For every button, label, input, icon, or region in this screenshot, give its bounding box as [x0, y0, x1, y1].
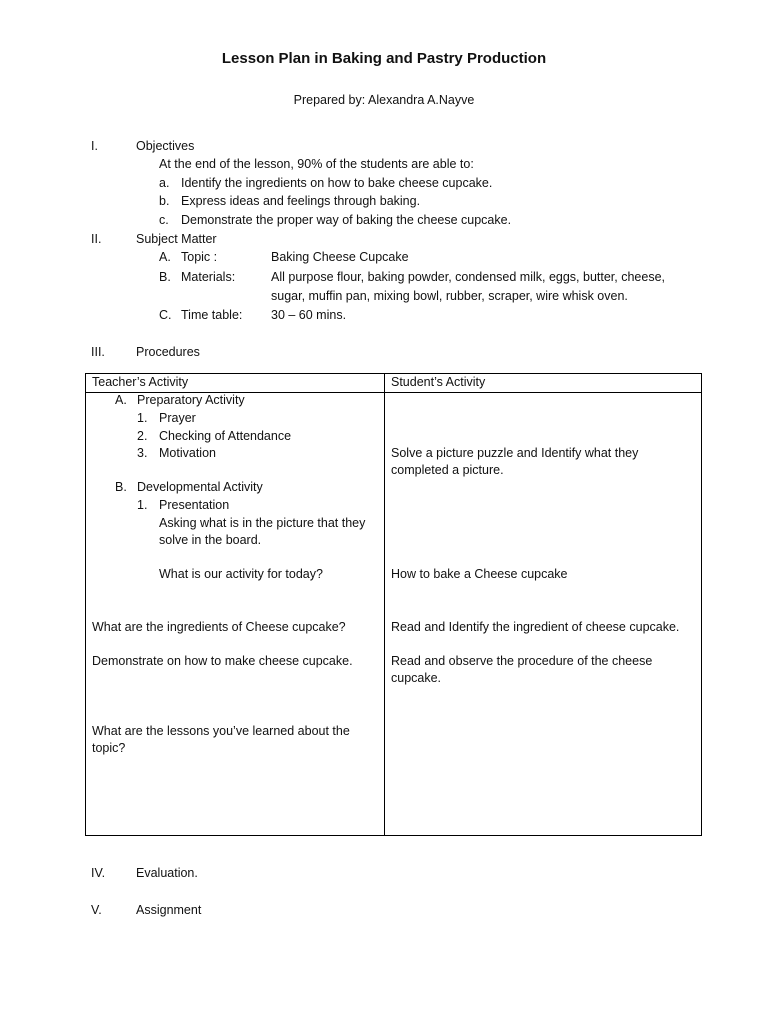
- asking-line-2: solve in the board.: [159, 533, 262, 547]
- lessons-line-1: What are the lessons you’ve learned about the: [92, 724, 350, 738]
- subject-letter: C.: [159, 308, 172, 322]
- activity-question: What is our activity for today?: [159, 567, 323, 581]
- document-title: Lesson Plan in Baking and Pastry Production: [221, 50, 547, 67]
- teacher-header-cell: [86, 374, 385, 393]
- prep-title: Preparatory Activity: [137, 393, 245, 407]
- subject-letter: A.: [159, 250, 171, 264]
- subject-label: Materials:: [181, 270, 236, 284]
- student-header-cell: [385, 374, 702, 393]
- student-identify: Read and Identify the ingredient of cheese cupcake.: [391, 620, 680, 634]
- ingredients-question: What are the ingredients of Cheese cupcake?: [92, 620, 346, 634]
- procedures-table: [85, 373, 702, 836]
- prep-letter: A.: [115, 393, 127, 407]
- objective-letter: a.: [159, 176, 170, 190]
- prep-item: Motivation: [159, 446, 216, 460]
- subject-label: Time table:: [181, 308, 243, 322]
- section-heading-evaluation: Evaluation.: [136, 866, 198, 880]
- dev-letter: B.: [115, 480, 127, 494]
- prep-item-num: 3.: [137, 446, 148, 460]
- objectives-intro: At the end of the lesson, 90% of the students are able to:: [159, 157, 474, 171]
- section-numeral-subject-matter: II.: [91, 232, 102, 246]
- dev-item-num: 1.: [137, 498, 148, 512]
- section-heading-assignment: Assignment: [136, 903, 202, 917]
- subject-value: All purpose flour, baking powder, condensed milk, eggs, butter, cheese,: [271, 270, 665, 284]
- prep-item: Prayer: [159, 411, 196, 425]
- prepared-by: Prepared by: Alexandra A.Nayve: [293, 93, 475, 107]
- student-observe-line-1: Read and observe the procedure of the cheese: [391, 654, 653, 668]
- teacher-activity-cell: [86, 393, 385, 836]
- objective-letter: b.: [159, 194, 170, 208]
- student-activity-cell: [385, 393, 702, 836]
- dev-item: Presentation: [159, 498, 230, 512]
- objective-item: Express ideas and feelings through baking.: [181, 194, 421, 208]
- student-puzzle-line-1: Solve a picture puzzle and Identify what they: [391, 446, 639, 460]
- student-puzzle-line-2: completed a picture.: [391, 463, 504, 477]
- objective-item: Identify the ingredients on how to bake cheese cupcake.: [181, 176, 493, 190]
- student-howto: How to bake a Cheese cupcake: [391, 567, 568, 581]
- dev-title: Developmental Activity: [137, 480, 263, 494]
- lessons-line-2: topic?: [92, 741, 126, 755]
- subject-value: 30 – 60 mins.: [271, 308, 347, 322]
- student-activity-header: Student’s Activity: [391, 375, 486, 389]
- section-numeral-assignment: V.: [91, 903, 102, 917]
- section-numeral-procedures: III.: [91, 345, 105, 359]
- prep-item-num: 1.: [137, 411, 148, 425]
- section-heading-procedures: Procedures: [136, 345, 200, 359]
- objective-letter: c.: [159, 213, 169, 227]
- subject-label: Topic :: [181, 250, 218, 264]
- section-numeral-objectives: I.: [91, 139, 98, 153]
- prep-item: Checking of Attendance: [159, 429, 292, 443]
- teacher-activity-header: Teacher’s Activity: [92, 375, 189, 389]
- prep-item-num: 2.: [137, 429, 148, 443]
- subject-letter: B.: [159, 270, 171, 284]
- subject-value-continued: sugar, muffin pan, mixing bowl, rubber, scraper, wire whisk oven.: [271, 289, 628, 303]
- section-numeral-evaluation: IV.: [91, 866, 106, 880]
- asking-line-1: Asking what is in the picture that they: [159, 516, 366, 530]
- student-observe-line-2: cupcake.: [391, 671, 442, 685]
- demonstrate-text: Demonstrate on how to make cheese cupcake.: [92, 654, 353, 668]
- section-heading-objectives: Objectives: [136, 139, 195, 153]
- subject-value: Baking Cheese Cupcake: [271, 250, 409, 264]
- objective-item: Demonstrate the proper way of baking the cheese cupcake.: [181, 213, 512, 227]
- section-heading-subject-matter: Subject Matter: [136, 232, 217, 246]
